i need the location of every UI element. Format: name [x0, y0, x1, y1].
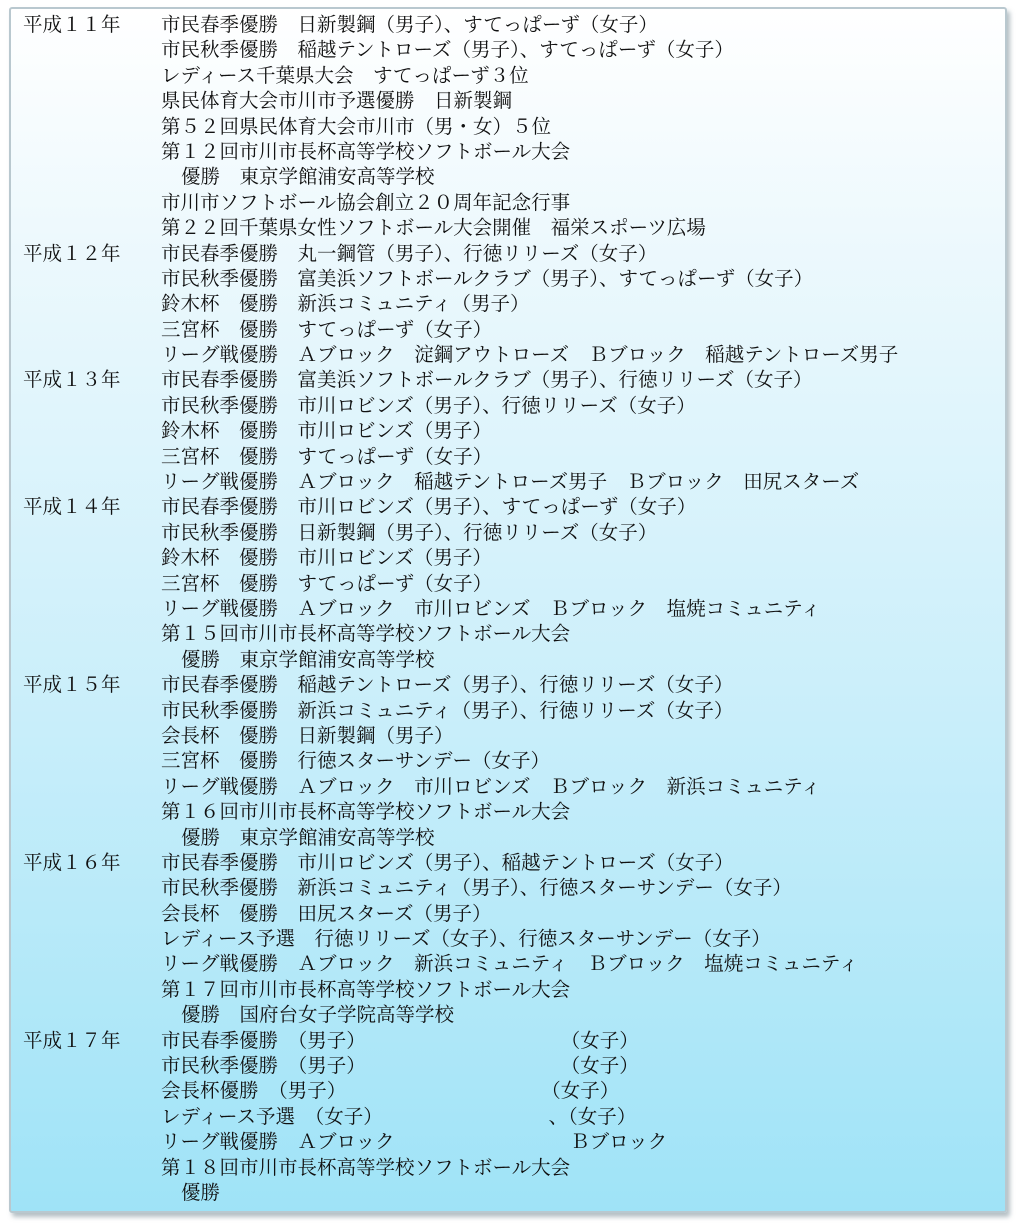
- results-panel: [9, 7, 1007, 1213]
- year-label: 平成１５年: [23, 673, 121, 697]
- result-line: リーグ戦優勝 Ａブロック Ｂブロック: [161, 1130, 668, 1154]
- result-line: 市民春季優勝 市川ロビンズ（男子）、稲越テントローズ（女子）: [161, 850, 734, 874]
- year-label: 平成１２年: [23, 241, 121, 265]
- result-line: 三宮杯 優勝 すてっぱーず（女子）: [161, 317, 493, 341]
- result-line: 鈴木杯 優勝 市川ロビンズ（男子）: [161, 419, 492, 443]
- result-line: 第１８回市川市長杯高等学校ソフトボール大会: [161, 1155, 571, 1179]
- year-block-h12: [11, 241, 1005, 368]
- result-line: 第１６回市川市長杯高等学校ソフトボール大会: [161, 800, 571, 824]
- result-line: 優勝: [181, 1180, 221, 1204]
- result-line: リーグ戦優勝 Ａブロック 淀鋼アウトローズ Ｂブロック 稲越テントローズ男子: [161, 343, 899, 367]
- result-line: 市民春季優勝 富美浜ソフトボールクラブ（男子）、行徳リリーズ（女子）: [161, 368, 813, 392]
- result-line: 市民春季優勝 丸一鋼管（男子）、行徳リリーズ（女子）: [161, 241, 658, 265]
- result-line: リーグ戦優勝 Ａブロック 稲越テントローズ男子 Ｂブロック 田尻スターズ: [161, 470, 860, 494]
- result-line: 三宮杯 優勝 すてっぱーず（女子）: [161, 444, 493, 468]
- result-line: 鈴木杯 優勝 新浜コミュニティ（男子）: [161, 292, 530, 316]
- year-block-h16: [11, 850, 1005, 1028]
- result-line: 第２２回千葉県女性ソフトボール大会開催 福栄スポーツ広場: [161, 216, 706, 240]
- result-line: 三宮杯 優勝 行徳スターサンデー（女子）: [161, 749, 551, 773]
- result-line: 優勝 東京学館浦安高等学校: [181, 825, 435, 849]
- year-block-h17: [11, 1028, 1005, 1206]
- result-line: 県民体育大会市川市予選優勝 日新製鋼: [161, 89, 513, 113]
- result-line: レディース予選 （女子） 、（女子）: [161, 1104, 637, 1128]
- year-block-h15: [11, 672, 1005, 850]
- results-list: [11, 9, 1005, 1205]
- result-line: 市民秋季優勝 新浜コミュニティ（男子）、行徳スターサンデー（女子）: [161, 876, 792, 900]
- result-line: 鈴木杯 優勝 市川ロビンズ（男子）: [161, 546, 492, 570]
- result-line: 市民秋季優勝 日新製鋼（男子）、行徳リリーズ（女子）: [161, 520, 658, 544]
- result-line: 市民秋季優勝 稲越テントローズ（男子）、すてっぱーず（女子）: [161, 38, 734, 62]
- result-line: レディース予選 行徳リリーズ（女子）、行徳スターサンデー（女子）: [161, 927, 771, 951]
- result-line: 第５２回県民体育大会市川市（男・女）５位: [161, 114, 552, 138]
- result-line: 会長杯 優勝 日新製鋼（男子）: [161, 723, 454, 747]
- result-line: レディース千葉県大会 すてっぱーず３位: [161, 63, 529, 87]
- result-line: 第１７回市川市長杯高等学校ソフトボール大会: [161, 977, 571, 1001]
- result-line: 市民秋季優勝 富美浜ソフトボールクラブ（男子）、すてっぱーず（女子）: [161, 266, 814, 290]
- year-label: 平成１６年: [23, 850, 121, 874]
- result-line: 市川市ソフトボール協会創立２０周年記念行事: [161, 190, 571, 214]
- year-label: 平成１３年: [23, 368, 121, 392]
- result-line: 市民秋季優勝 新浜コミュニティ（男子）、行徳リリーズ（女子）: [161, 698, 734, 722]
- year-block-h13: [11, 367, 1005, 494]
- result-line: 会長杯優勝 （男子） （女子）: [161, 1079, 620, 1103]
- result-line: 市民春季優勝 稲越テントローズ（男子）、行徳リリーズ（女子）: [161, 673, 734, 697]
- year-label: 平成１７年: [23, 1028, 121, 1052]
- year-label: 平成１４年: [23, 495, 121, 519]
- year-label: 平成１１年: [23, 13, 121, 36]
- result-line: 市民春季優勝 日新製鋼（男子）、すてっぱーず（女子）: [161, 13, 658, 36]
- result-line: リーグ戦優勝 Ａブロック 市川ロビンズ Ｂブロック 塩焼コミュニティ: [161, 596, 821, 620]
- result-line: 市民春季優勝 市川ロビンズ（男子）、すてっぱーず（女子）: [161, 495, 697, 519]
- result-line: 第１５回市川市長杯高等学校ソフトボール大会: [161, 622, 571, 646]
- result-line: リーグ戦優勝 Ａブロック 新浜コミュニティ Ｂブロック 塩焼コミュニティ: [161, 952, 859, 976]
- result-line: 市民春季優勝 （男子） （女子）: [161, 1028, 639, 1052]
- result-line: 優勝 東京学館浦安高等学校: [181, 647, 435, 671]
- result-line: 三宮杯 優勝 すてっぱーず（女子）: [161, 571, 493, 595]
- result-line: 市民秋季優勝 市川ロビンズ（男子）、行徳リリーズ（女子）: [161, 393, 696, 417]
- result-line: 優勝 国府台女子学院高等学校: [181, 1003, 455, 1027]
- result-line: リーグ戦優勝 Ａブロック 市川ロビンズ Ｂブロック 新浜コミュニティ: [161, 774, 821, 798]
- result-line: 会長杯 優勝 田尻スターズ（男子）: [161, 901, 492, 925]
- result-line: 第１２回市川市長杯高等学校ソフトボール大会: [161, 139, 571, 163]
- year-block-h11: [11, 12, 1005, 241]
- result-line: 優勝 東京学館浦安高等学校: [181, 165, 435, 189]
- result-line: 市民秋季優勝 （男子） （女子）: [161, 1054, 639, 1078]
- year-block-h14: [11, 494, 1005, 672]
